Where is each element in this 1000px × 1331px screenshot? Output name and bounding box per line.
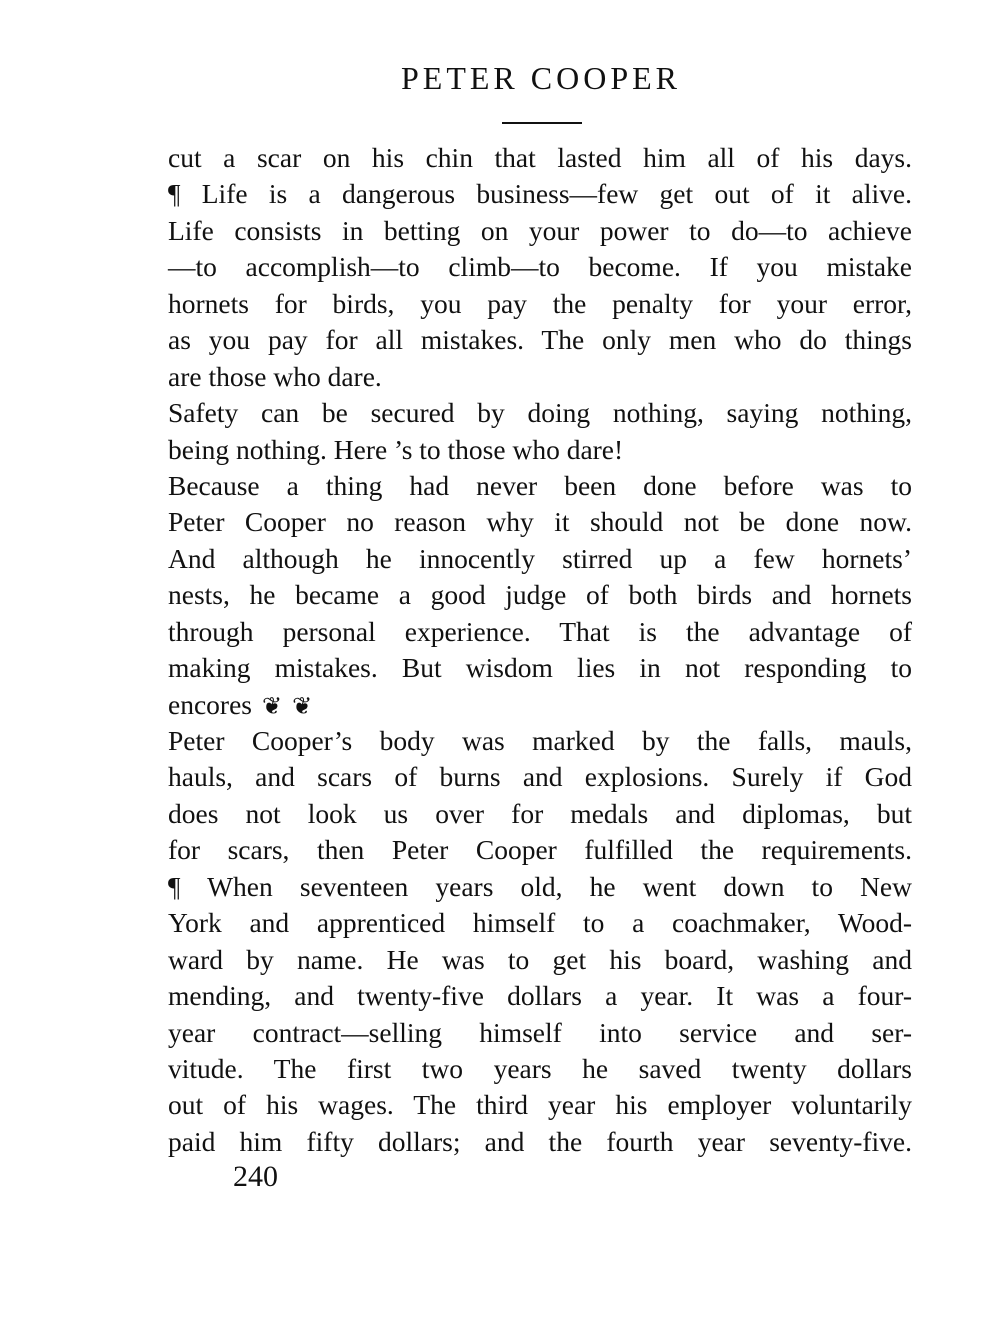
text-line <box>168 468 912 504</box>
text-line <box>168 832 912 868</box>
text-line <box>168 614 912 650</box>
text-line-content: And although he innocently stirred up a few hornets’ <box>168 542 912 574</box>
text-line-content: does not look us over for medals and diplomas, but <box>168 797 912 829</box>
text-line-content: ¶ Life is a dangerous business—few get out of it alive. <box>168 178 912 210</box>
text-line-content: hornets for birds, you pay the penalty for your error, <box>168 287 912 319</box>
text-line <box>168 1087 912 1123</box>
text-line-content: paid him fifty dollars; and the fourth year seventy-five. <box>168 1125 912 1157</box>
text-line-content: York and apprenticed himself to a coachmaker, Wood- <box>168 907 912 939</box>
text-line <box>168 796 912 832</box>
text-line <box>168 1124 912 1160</box>
text-line <box>168 577 912 613</box>
text-line-content: ¶ When seventeen years old, he went down to New <box>168 870 912 902</box>
text-line-content: are those who dare. <box>168 360 382 392</box>
text-line <box>168 432 912 468</box>
text-line <box>168 978 912 1014</box>
text-line <box>168 723 912 759</box>
text-line-content: making mistakes. But wisdom lies in not responding to <box>168 652 912 684</box>
text-line <box>168 1051 912 1087</box>
text-line-content: mending, and twenty-five dollars a year. It was a four- <box>168 980 912 1012</box>
text-line <box>168 759 912 795</box>
text-line <box>168 322 912 358</box>
text-line-content: ward by name. He was to get his board, washing and <box>168 943 912 975</box>
text-line-content: as you pay for all mistakes. The only men who do things <box>168 324 912 356</box>
body-text <box>168 140 912 1160</box>
text-line-content: hauls, and scars of burns and explosions. Surely if God <box>168 761 912 793</box>
text-line <box>168 905 912 941</box>
text-line <box>168 286 912 322</box>
text-line-content: Life consists in betting on your power to do—to achieve <box>168 214 912 246</box>
text-line <box>168 541 912 577</box>
text-line-content: out of his wages. The third year his employer voluntarily <box>168 1089 912 1121</box>
text-line-content: —to accomplish—to climb—to become. If you mistake <box>168 251 912 283</box>
text-line-content: encores <box>168 688 252 720</box>
text-line-content: Because a thing had never been done before was to <box>168 469 912 501</box>
text-line <box>168 869 912 905</box>
text-line-content: year contract—selling himself into service and ser- <box>168 1016 912 1048</box>
header-rule <box>502 122 582 124</box>
leaf-ornament-icon: ❦ <box>261 693 283 720</box>
text-line-content: Safety can be secured by doing nothing, saying nothing, <box>168 397 912 429</box>
text-line-content: cut a scar on his chin that lasted him all of his days. <box>168 142 912 173</box>
text-line-content: Peter Cooper’s body was marked by the falls, mauls, <box>168 725 912 756</box>
text-line-content: being nothing. Here ’s to those who dare! <box>168 433 624 465</box>
text-line <box>168 395 912 431</box>
text-line <box>168 249 912 285</box>
page-number: 240 <box>233 1160 278 1193</box>
text-line <box>168 1015 912 1051</box>
text-line <box>168 140 912 176</box>
text-line <box>168 176 912 212</box>
text-line-content: Peter Cooper no reason why it should not be done now. <box>168 506 912 538</box>
text-line-content: nests, he became a good judge of both birds and hornets <box>168 579 912 611</box>
leaf-ornament-icon: ❦ <box>292 693 313 720</box>
text-line-content: vitude. The first two years he saved twenty dollars <box>168 1052 912 1084</box>
text-line <box>168 942 912 978</box>
text-line <box>168 687 912 723</box>
text-line <box>168 504 912 540</box>
text-line <box>168 359 912 395</box>
text-line <box>168 650 912 686</box>
running-header: PETER COOPER <box>400 60 682 96</box>
text-line <box>168 213 912 249</box>
text-line-content: through personal experience. That is the advantage of <box>168 615 912 647</box>
text-line-content: for scars, then Peter Cooper fulfilled the requirements. <box>168 834 912 866</box>
